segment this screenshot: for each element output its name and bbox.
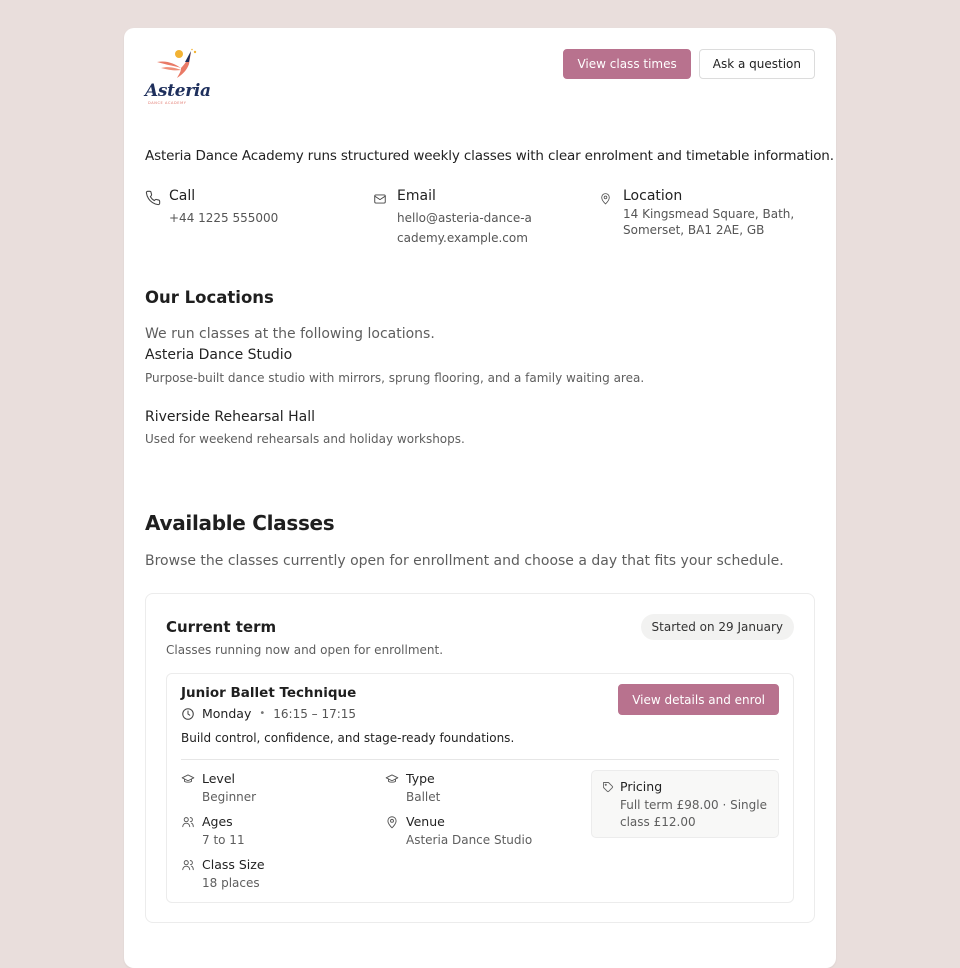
term-subtitle: Classes running now and open for enrollment. bbox=[166, 643, 444, 657]
meta-label: Class Size bbox=[202, 857, 265, 872]
pricing-value: Full term £98.00 · Single class £12.00 bbox=[620, 798, 767, 829]
class-day: Monday bbox=[202, 706, 252, 721]
users-icon bbox=[181, 858, 195, 872]
ask-question-button[interactable]: Ask a question bbox=[699, 49, 815, 79]
header bbox=[145, 48, 815, 108]
phone-number[interactable]: +44 1225 555000 bbox=[169, 211, 279, 225]
meta-label: Venue bbox=[406, 814, 445, 829]
class-name: Junior Ballet Technique bbox=[181, 685, 357, 701]
intro-text: Asteria Dance Academy runs structured weekly classes with clear enrolment and timetable information. bbox=[145, 148, 834, 164]
view-class-times-button[interactable]: View class times bbox=[563, 49, 690, 79]
pricing-label: Pricing bbox=[620, 779, 663, 794]
logo[interactable] bbox=[145, 48, 209, 106]
phone-icon bbox=[145, 190, 161, 206]
meta-value: 18 places bbox=[202, 876, 260, 890]
header-actions bbox=[563, 49, 815, 79]
contact-label: Email bbox=[397, 188, 436, 204]
meta-label: Ages bbox=[202, 814, 233, 829]
separator-dot: • bbox=[259, 708, 266, 719]
map-pin-icon bbox=[599, 192, 612, 205]
term-start-badge: Started on 29 January bbox=[641, 614, 794, 640]
contact-row bbox=[145, 188, 815, 258]
locations-title: Our Locations bbox=[145, 288, 274, 307]
mail-icon bbox=[373, 192, 387, 206]
meta-value: 7 to 11 bbox=[202, 833, 245, 847]
map-pin-icon bbox=[385, 815, 399, 829]
available-classes-intro: Browse the classes currently open for enrollment and choose a day that fits your schedule. bbox=[145, 553, 784, 569]
users-icon bbox=[181, 815, 195, 829]
address: 14 Kingsmead Square, Bath, Somerset, BA1 2AE, GB bbox=[623, 207, 795, 237]
divider bbox=[181, 759, 779, 760]
class-card bbox=[166, 673, 794, 903]
term-card bbox=[145, 593, 815, 923]
meta-value: Asteria Dance Studio bbox=[406, 833, 533, 847]
pricing-box bbox=[591, 770, 779, 838]
meta-label: Type bbox=[406, 771, 435, 786]
email-address[interactable]: hello@asteria-dance-academy.example.com bbox=[397, 211, 532, 245]
term-title: Current term bbox=[166, 618, 277, 636]
page-card bbox=[124, 28, 836, 968]
logo-wordmark: Asteria bbox=[145, 81, 211, 101]
meta-label: Level bbox=[202, 771, 235, 786]
location-description: Used for weekend rehearsals and holiday workshops. bbox=[145, 432, 465, 446]
contact-label: Location bbox=[623, 188, 683, 204]
clock-icon bbox=[181, 707, 195, 721]
location-description: Purpose-built dance studio with mirrors, sprung flooring, and a family waiting area. bbox=[145, 371, 645, 385]
location-name: Asteria Dance Studio bbox=[145, 347, 293, 363]
graduation-cap-icon bbox=[385, 772, 399, 786]
tag-icon bbox=[602, 781, 614, 793]
meta-value: Ballet bbox=[406, 790, 441, 804]
locations-intro: We run classes at the following locations. bbox=[145, 326, 435, 342]
class-schedule bbox=[181, 706, 356, 721]
location-name: Riverside Rehearsal Hall bbox=[145, 409, 316, 425]
class-time-range: 16:15 – 17:15 bbox=[273, 706, 357, 721]
meta-value: Beginner bbox=[202, 790, 257, 804]
graduation-cap-icon bbox=[181, 772, 195, 786]
logo-tagline: DANCE ACADEMY bbox=[148, 101, 187, 105]
contact-label: Call bbox=[169, 188, 196, 204]
class-description: Build control, confidence, and stage-ready foundations. bbox=[181, 731, 515, 745]
available-classes-title: Available Classes bbox=[145, 511, 335, 535]
view-details-enrol-button[interactable]: View details and enrol bbox=[618, 684, 779, 715]
dancer-logo-icon bbox=[145, 48, 209, 84]
